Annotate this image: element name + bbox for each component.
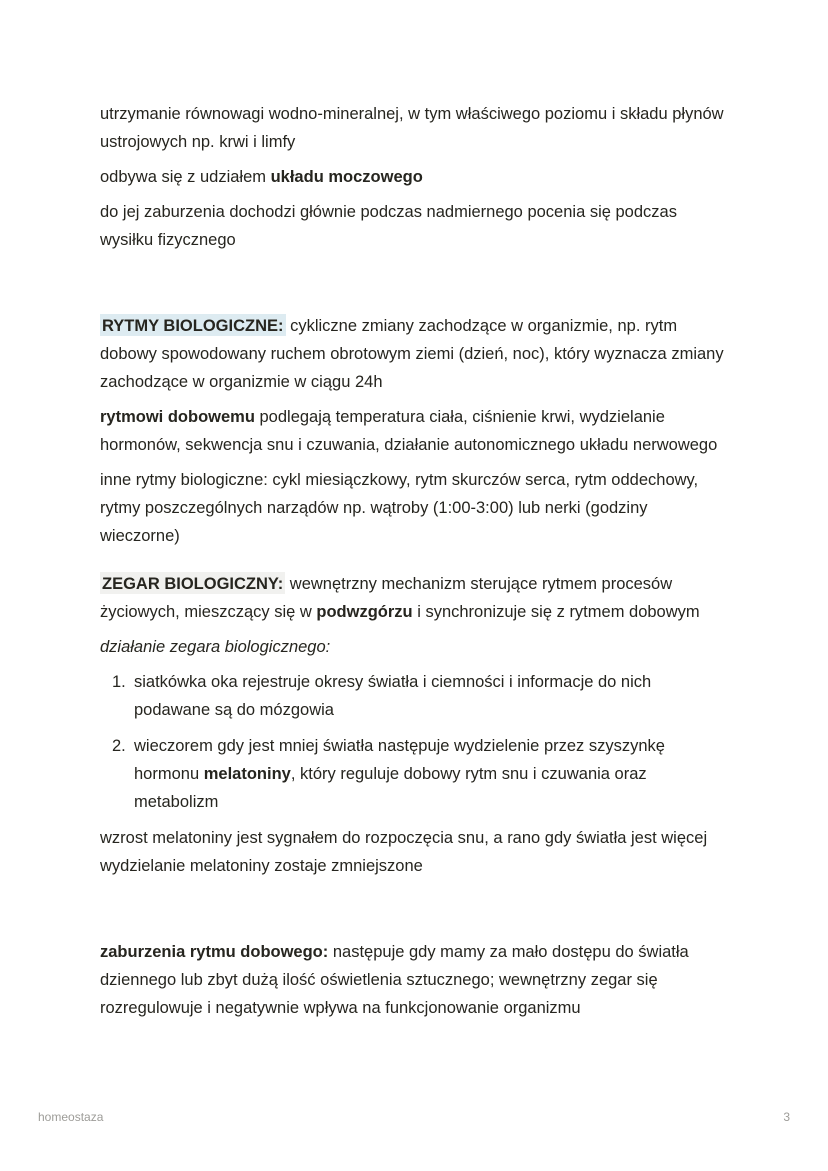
numbered-list — [100, 668, 730, 816]
paragraph-melatonin-signal — [100, 824, 730, 880]
paragraph-text: podlegają temperatura ciała, ciśnienie krwi, wydzielanie hormonów, sekwencja snu i czuwania, działanie autonomicznego układu nerwowego — [100, 408, 718, 454]
footer-document-title: homeostaza — [38, 1110, 104, 1124]
paragraph-text: wewnętrzny mechanizm sterujące rytmem procesów życiowych, mieszczący się w — [100, 575, 673, 621]
paragraph-text: następuje gdy mamy za mało dostępu do światła dziennego lub zbyt dużą ilość oświetlenia sztucznego; wewnętrzny zegar się rozregulowuje i negatywnie wpływa na funkcjonowanie organizmu — [100, 943, 689, 1017]
list-number: 1. — [112, 673, 126, 691]
bold-text-rhythm-disorder: zaburzenia rytmu dobowego: — [100, 943, 329, 961]
paragraph-water-balance — [100, 100, 730, 156]
bold-text-hypothalamus: podwzgórzu — [316, 603, 413, 621]
italic-text: działanie zegara biologicznego: — [100, 638, 331, 656]
list-item-text — [134, 732, 730, 816]
page-content — [100, 100, 730, 1029]
paragraph-biological-clock — [100, 570, 730, 626]
footer-page-number: 3 — [783, 1110, 790, 1124]
paragraph-text: do jej zaburzenia dochodzi głównie podczas nadmiernego pocenia się podczas wysiłku fizycznego — [100, 203, 677, 249]
page-footer — [38, 1110, 790, 1124]
paragraph-text: odbywa się z udziałem — [100, 168, 271, 186]
paragraph-biological-rhythms — [100, 312, 730, 396]
paragraph-text: siatkówka oka rejestruje okresy światła i ciemności i informacje do nich podawane są do mózgowia — [134, 673, 652, 719]
paragraph-daily-rhythm — [100, 403, 730, 459]
bold-text-daily-rhythm: rytmowi dobowemu — [100, 408, 255, 426]
paragraph-text: , który reguluje dobowy rytm snu i czuwania oraz metabolizm — [134, 765, 647, 811]
bold-text-urinary-system: układu moczowego — [270, 168, 423, 186]
list-number: 2. — [112, 737, 126, 755]
paragraph-text: i synchronizuje się z rytmem dobowym — [412, 603, 700, 621]
paragraph-text: cykliczne zmiany zachodzące w organizmie, np. rytm dobowy spowodowany ruchem obrotowym ziemi (dzień, noc), który wyznacza zmiany zachodzące w organizmie w ciągu 24h — [100, 317, 724, 391]
paragraph-text: wzrost melatoniny jest sygnałem do rozpoczęcia snu, a rano gdy światła jest więcej wydzielanie melatoniny zostaje zmniejszone — [100, 829, 708, 875]
paragraph-text: wieczorem gdy jest mniej światła następuje wydzielenie przez szyszynkę hormonu — [134, 737, 665, 783]
paragraph-text: utrzymanie równowagi wodno-mineralnej, w tym właściwego poziomu i składu płynów ustrojowych np. krwi i limfy — [100, 105, 724, 151]
paragraph-text: inne rytmy biologiczne: cykl miesiączkowy, rytm skurczów serca, rytm oddechowy, rytmy poszczególnych narządów np. wątroby (1:00-3:00) lub nerki (godziny wieczorne) — [100, 471, 699, 545]
paragraph-rhythm-disorder — [100, 938, 730, 1022]
paragraph-other-rhythms — [100, 466, 730, 550]
paragraph-clock-mechanism-label — [100, 633, 730, 661]
highlighted-term-biological-rhythms: RYTMY BIOLOGICZNE: — [100, 314, 286, 336]
paragraph-disturbance — [100, 198, 730, 254]
list-item-text — [134, 668, 730, 724]
list-item-retina — [100, 668, 730, 724]
paragraph-urinary-system — [100, 163, 730, 191]
list-item-melatonin — [100, 732, 730, 816]
bold-text-melatonin: melatoniny — [203, 765, 291, 783]
highlighted-term-biological-clock: ZEGAR BIOLOGICZNY: — [100, 572, 285, 594]
